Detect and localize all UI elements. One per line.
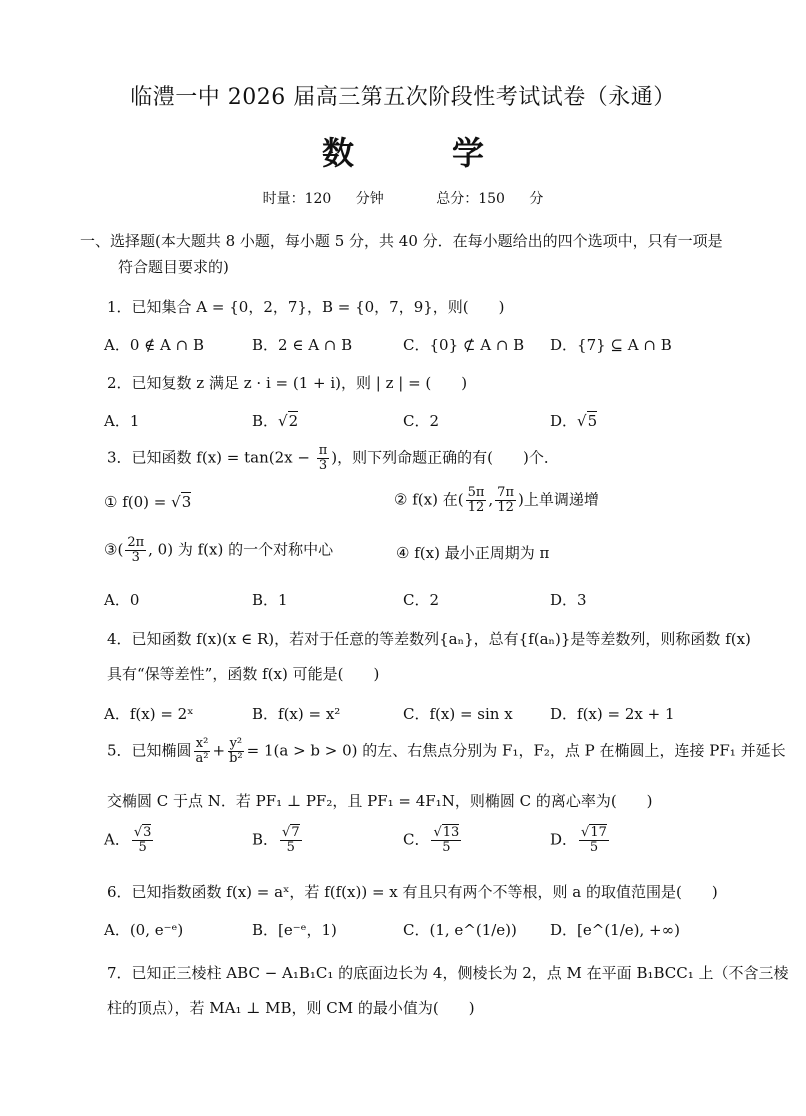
q3-statement-3 bbox=[104, 536, 333, 565]
subject-char-2: 学 bbox=[452, 134, 485, 172]
q3-s3-den: 3 bbox=[131, 550, 140, 565]
q3-s3-text: ③( bbox=[104, 540, 124, 559]
q5-plus: + bbox=[212, 741, 226, 760]
q3-s2-tail: )上单调递增 bbox=[518, 490, 599, 509]
question-4-line2: 具有“保等差性”，函数 f(x) 可能是( ) bbox=[107, 665, 380, 683]
q5-option-c bbox=[403, 826, 463, 855]
question-4-line1: 4．已知函数 f(x)(x ∈ R)，若对于任意的等差数列{aₙ}，总有{f(aₙ)}是等差数列，则称函数 f(x) bbox=[107, 630, 751, 648]
q5-option-d bbox=[550, 826, 611, 855]
q4-option-b: B．f(x) = x² bbox=[252, 705, 341, 723]
q3-frac-den: 3 bbox=[318, 458, 328, 473]
q2-d-prefix: D． bbox=[550, 412, 578, 430]
q3-s2-f2-den: 12 bbox=[497, 500, 514, 515]
q3-statement-1: ① f(0) = √3 bbox=[104, 493, 192, 511]
q3-s2-f2-num: 7π bbox=[497, 485, 514, 500]
q5-option-b bbox=[252, 826, 304, 855]
q5-c-frac bbox=[431, 826, 461, 855]
q3-s2-text: ② f(x) 在( bbox=[394, 490, 464, 509]
q2-option-c: C．2 bbox=[403, 412, 440, 430]
q3-s1-text: ① f(0) = bbox=[104, 493, 172, 511]
q5-a-den: 5 bbox=[138, 840, 147, 855]
q3-fraction bbox=[317, 444, 330, 473]
q3-s2-f1-num: 5π bbox=[467, 485, 485, 500]
question-3-stem bbox=[107, 444, 559, 473]
q5-option-a bbox=[104, 826, 155, 855]
q5-d-num: √17 bbox=[581, 825, 607, 840]
exam-time: 时量：120 分钟 bbox=[262, 191, 384, 207]
q3-s3-tail: , 0) 为 f(x) 的一个对称中心 bbox=[148, 540, 334, 559]
q3-option-a: A．0 bbox=[104, 591, 140, 609]
q3-option-c: C．2 bbox=[403, 591, 440, 609]
q5-b-num: √7 bbox=[282, 825, 300, 840]
q2-b-radicand: 2 bbox=[288, 412, 299, 430]
q5-d-den: 5 bbox=[589, 840, 599, 855]
question-7-line1: 7．已知正三棱柱 ABC − A₁B₁C₁ 的底面边长为 4，侧棱长为 2，点 M 在平面 B₁BCC₁ 上（不含三棱 bbox=[107, 964, 789, 982]
q6-option-c: C．(1, e^(1/e)) bbox=[403, 921, 517, 939]
q5-a-radicand: 3 bbox=[143, 825, 152, 840]
q3-option-d: D．3 bbox=[550, 591, 587, 609]
q5-a-prefix: A． bbox=[104, 830, 130, 849]
q5-tail: = 1(a > b > 0) 的左、右焦点分别为 F₁，F₂，点 P 在椭圆上，连接 PF₁ 并延长 bbox=[246, 741, 786, 760]
q1-option-c: C．{0} ⊄ A ∩ B bbox=[403, 336, 525, 354]
q5-b-frac bbox=[280, 826, 302, 855]
question-2-stem: 2．已知复数 z 满足 z · i = (1 + i)，则 | z | = ( ) bbox=[107, 374, 468, 392]
exam-total: 总分：150 分 bbox=[436, 191, 544, 207]
q3-statement-4: ④ f(x) 最小正周期为 π bbox=[396, 544, 550, 562]
question-5-line2: 交椭圆 C 于点 N．若 PF₁ ⊥ PF₂，且 PF₁ = 4F₁N，则椭圆 C 的离心率为( ) bbox=[107, 792, 653, 810]
q5-d-prefix: D． bbox=[550, 830, 578, 849]
q2-option-b: B．√2 bbox=[252, 412, 299, 430]
question-6-stem: 6．已知指数函数 f(x) = aˣ，若 f(f(x)) = x 有且只有两个不等根，则 a 的取值范围是( ) bbox=[107, 883, 718, 901]
q2-d-radicand: 5 bbox=[587, 412, 598, 430]
q1-option-d: D．{7} ⊆ A ∩ B bbox=[550, 336, 672, 354]
q5-frac-y bbox=[227, 737, 245, 766]
q5-fx-num: x² bbox=[195, 736, 209, 751]
q5-c-num: √13 bbox=[433, 825, 460, 840]
q3-statement-2: ② f(x) 在( $\frac{5\pi}{12}$ , $\frac{7\pi}{12}$ )上单调递增 bbox=[394, 485, 599, 515]
q3-stem-a: 3．已知函数 f(x) = tan(2x − bbox=[107, 448, 310, 467]
q5-c-prefix: C． bbox=[403, 830, 430, 849]
q5-b-den: 5 bbox=[286, 840, 295, 855]
q5-b-prefix: B． bbox=[252, 830, 279, 849]
q5-c-den: 5 bbox=[442, 840, 451, 855]
q5-d-frac bbox=[579, 826, 609, 855]
q5-fy-num: y² bbox=[229, 736, 243, 751]
q4-option-c: C．f(x) = sin x bbox=[403, 705, 513, 723]
q5-a-num: √3 bbox=[133, 825, 152, 840]
section-heading-cont: 符合题目要求的) bbox=[118, 258, 229, 276]
q3-option-b: B．1 bbox=[252, 591, 288, 609]
q3-s3-num: 2π bbox=[127, 535, 145, 550]
question-1-stem: 1．已知集合 A = {0，2，7}，B = {0，7，9}，则( ) bbox=[107, 298, 505, 316]
q5-frac-x bbox=[194, 737, 211, 766]
section-heading: 一、选择题(本大题共 8 小题，每小题 5 分，共 40 分．在每小题给出的四个选项中，只有一项是 bbox=[80, 232, 723, 250]
q3-s2-frac2 bbox=[495, 486, 516, 515]
q1-option-a: A．0 ∉ A ∩ B bbox=[104, 336, 204, 354]
q4-option-d: D．f(x) = 2x + 1 bbox=[550, 705, 675, 723]
q5-lead: 5．已知椭圆 bbox=[107, 741, 192, 760]
q3-s1-radicand: 3 bbox=[181, 493, 192, 511]
q6-option-b: B．[e⁻ᵉ，1) bbox=[252, 921, 337, 939]
exam-title: 临澧一中 2026 届高三第五次阶段性考试试卷（永通） bbox=[130, 85, 676, 110]
q5-b-radicand: 7 bbox=[291, 825, 300, 840]
q4-option-a: A．f(x) = 2ˣ bbox=[104, 705, 194, 723]
q3-s2-f1-den: 12 bbox=[467, 500, 485, 515]
q6-option-a: A．(0, e⁻ᵉ) bbox=[104, 921, 184, 939]
q5-fx-den: a² bbox=[195, 751, 209, 766]
q5-a-frac bbox=[132, 826, 154, 855]
question-7-line2: 柱的顶点），若 MA₁ ⊥ MB，则 CM 的最小值为( ) bbox=[107, 999, 475, 1017]
q5-fy-den: b² bbox=[229, 751, 243, 766]
q6-option-d: D．[e^(1/e), +∞) bbox=[550, 921, 680, 939]
q3-s3-frac bbox=[125, 536, 146, 565]
q3-frac-num: π bbox=[318, 443, 328, 458]
question-5-line1 bbox=[107, 737, 786, 766]
q2-b-prefix: B． bbox=[252, 412, 279, 430]
q3-stem-b: )，则下列命题正确的有( )个． bbox=[331, 448, 559, 467]
q5-c-radicand: 13 bbox=[442, 825, 460, 840]
exam-meta bbox=[0, 188, 806, 208]
q2-option-d: D．√5 bbox=[550, 412, 598, 430]
q3-s2-frac1 bbox=[466, 486, 487, 515]
q5-d-radicand: 17 bbox=[590, 825, 607, 840]
q2-option-a: A．1 bbox=[104, 412, 140, 430]
q1-option-b: B．2 ∈ A ∩ B bbox=[252, 336, 353, 354]
subject-char-1: 数 bbox=[322, 134, 355, 172]
